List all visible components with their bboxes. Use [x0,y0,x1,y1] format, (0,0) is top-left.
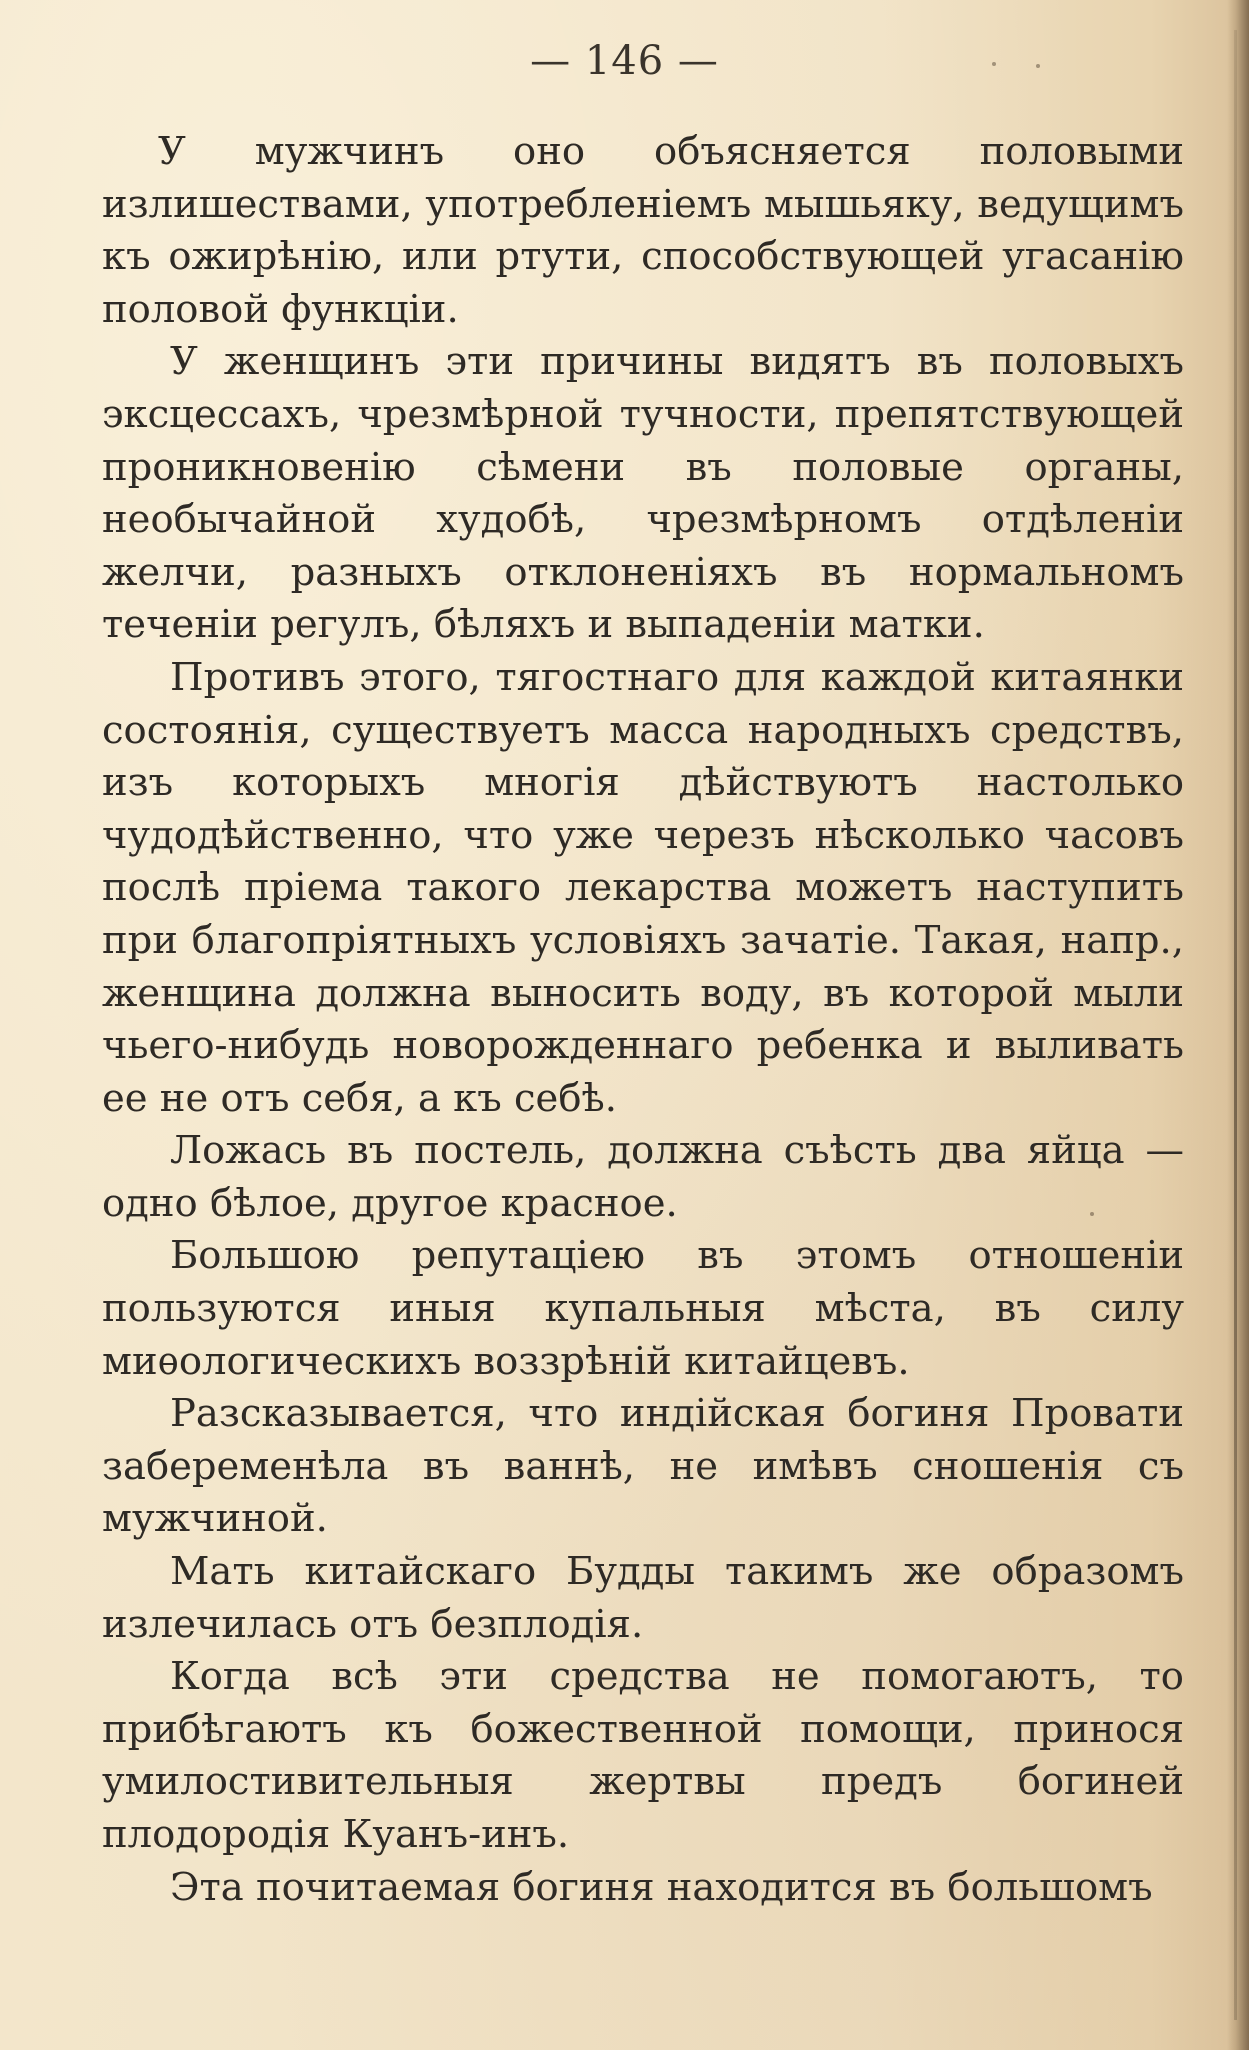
paragraph-3: Противъ этого, тягостнаго для каждой китаянки состоянія, существуетъ масса народныхъ средствъ, изъ которыхъ многія дѣйствуютъ настолько чудодѣйственно, что уже черезъ нѣсколько часовъ послѣ пріема такого лекарства можетъ наступить при благопріятныхъ условіяхъ зачатіе. Такая, напр., женщина должна выносить воду, въ которой мыли чьего-нибудь новорожденнаго ребенка и выливать ее не отъ себя, а къ себѣ. [102,654,1184,1121]
paragraph-5: Большою репутаціею въ этомъ отношеніи пользуются иныя купальныя мѣста, въ силу миѳологическихъ воззрѣній китайцевъ. [102,1233,1184,1384]
paragraph-6: Разсказывается, что индійская богиня Провати забеременѣла въ ваннѣ, не имѣвъ сношенія съ мужчиной. [102,1391,1184,1542]
paper-speck [1036,64,1040,68]
paragraph-4: Ложась въ постель, должна съѣсть два яйца — одно бѣлое, другое красное. [102,1128,1184,1226]
page-number: — 146 — [530,38,719,84]
paper-speck [1090,1212,1094,1216]
paragraph-8: Когда всѣ эти средства не помогаютъ, то прибѣгаютъ къ божественной помощи, принося умилостивительныя жертвы предъ богиней плодородія Куанъ-инъ. [102,1654,1184,1857]
body-text [102,126,1184,1914]
paragraph-9: Эта почитаемая богиня находится въ большомъ [170,1864,1153,1910]
paragraph-1: У мужчинъ оно объясняется половыми излишествами, употребленіемъ мышьяку, ведущимъ къ ожирѣнію, или ртути, способствующей угасанію половой функціи. [102,129,1184,332]
paragraph-7: Мать китайскаго Будды такимъ же образомъ излечилась отъ безплодія. [102,1549,1184,1647]
page-edge-shadow [1227,0,1249,2050]
paper-speck [992,62,996,66]
paragraph-2: У женщинъ эти причины видятъ въ половыхъ эксцессахъ, чрезмѣрной тучности, препятствующей проникновенію сѣмени въ половые органы, необычайной худобѣ, чрезмѣрномъ отдѣленіи желчи, разныхъ отклоненіяхъ въ нормальномъ теченіи регулъ, бѣляхъ и выпаденіи матки. [102,339,1184,648]
page-edge-line [1234,30,1237,2020]
